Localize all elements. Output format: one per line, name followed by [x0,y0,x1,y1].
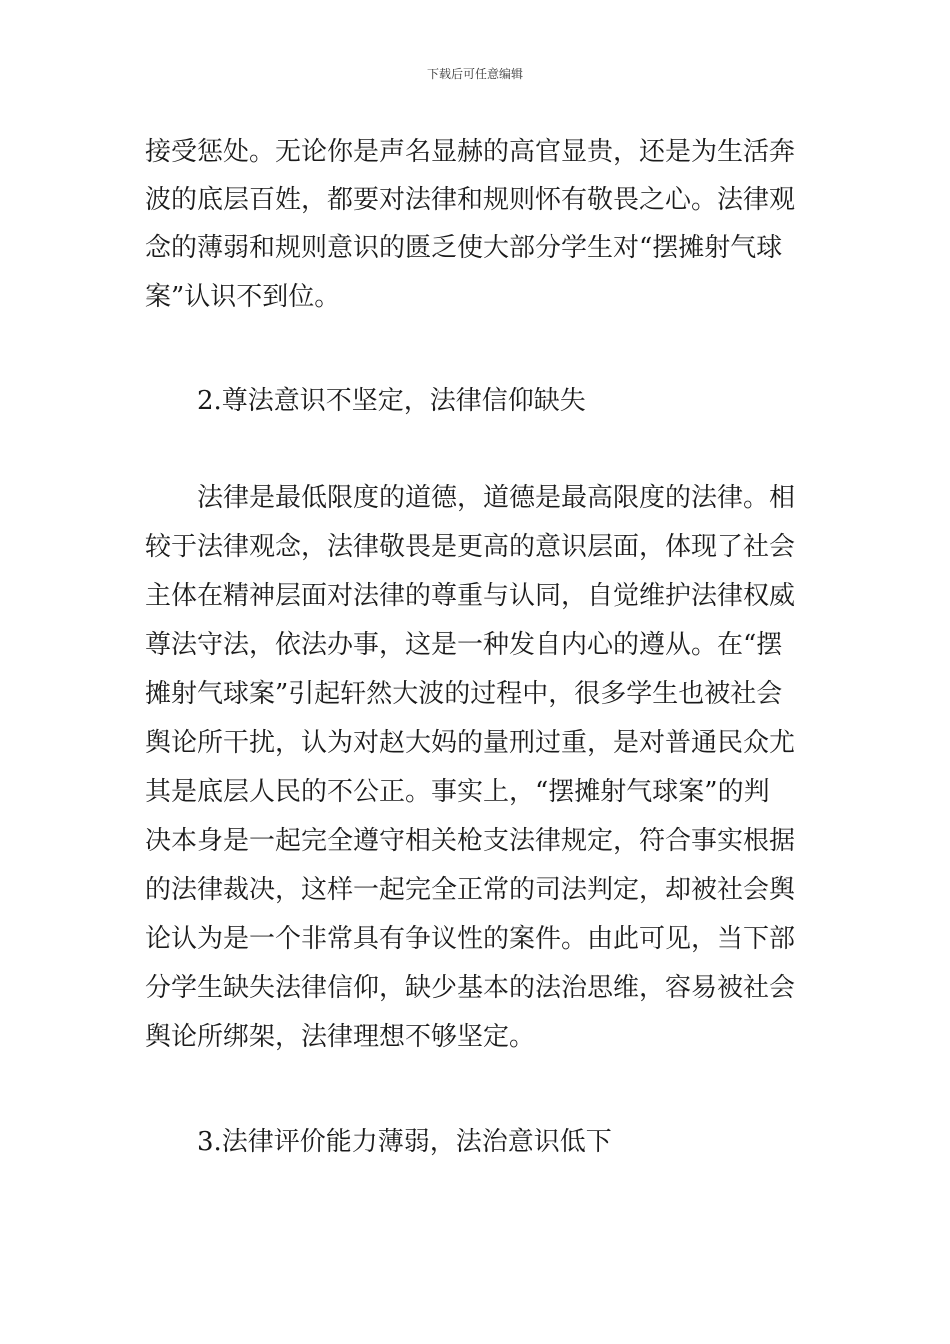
text-line: 论认为是一个非常具有争议性的案件。由此可见，当下部 [145,924,796,954]
text-line: 主体在精神层面对法律的尊重与认同，自觉维护法律权威 [145,581,796,611]
text-line: 念的薄弱和规则意识的匮乏使大部分学生对“摆摊射气球 [145,233,783,263]
text-line: 波的底层百姓，都要对法律和规则怀有敬畏之心。法律观 [145,185,796,215]
text-line: 的法律裁决，这样一起完全正常的司法判定，却被社会舆 [145,875,796,905]
text-line: 摊射气球案”引起轩然大波的过程中，很多学生也被社会 [145,679,783,709]
section-heading-3: 3.法律评价能力薄弱，法治意识低下 [197,1127,612,1157]
text-line: 舆论所绑架，法律理想不够坚定。 [145,1022,536,1052]
section-heading-2: 2.尊法意识不坚定，法律信仰缺失 [197,386,586,416]
text-line: 法律是最低限度的道德，道德是最高限度的法律。相 [197,483,796,513]
text-line: 决本身是一起完全遵守相关枪支法律规定，符合事实根据 [145,826,796,856]
text-line: 较于法律观念，法律敬畏是更高的意识层面，体现了社会 [145,532,796,562]
page-header: 下载后可任意编辑 [426,67,523,81]
text-line: 接受惩处。无论你是声名显赫的高官显贵，还是为生活奔 [145,137,796,167]
text-line: 舆论所干扰，认为对赵大妈的量刑过重，是对普通民众尤 [145,728,796,758]
text-line: 案”认识不到位。 [145,282,341,312]
text-line: 其是底层人民的不公正。事实上，“摆摊射气球案”的判 [145,777,770,807]
text-line: 尊法守法，依法办事，这是一种发自内心的遵从。在“摆 [145,630,783,660]
text-line: 分学生缺失法律信仰，缺少基本的法治思维，容易被社会 [145,973,796,1003]
